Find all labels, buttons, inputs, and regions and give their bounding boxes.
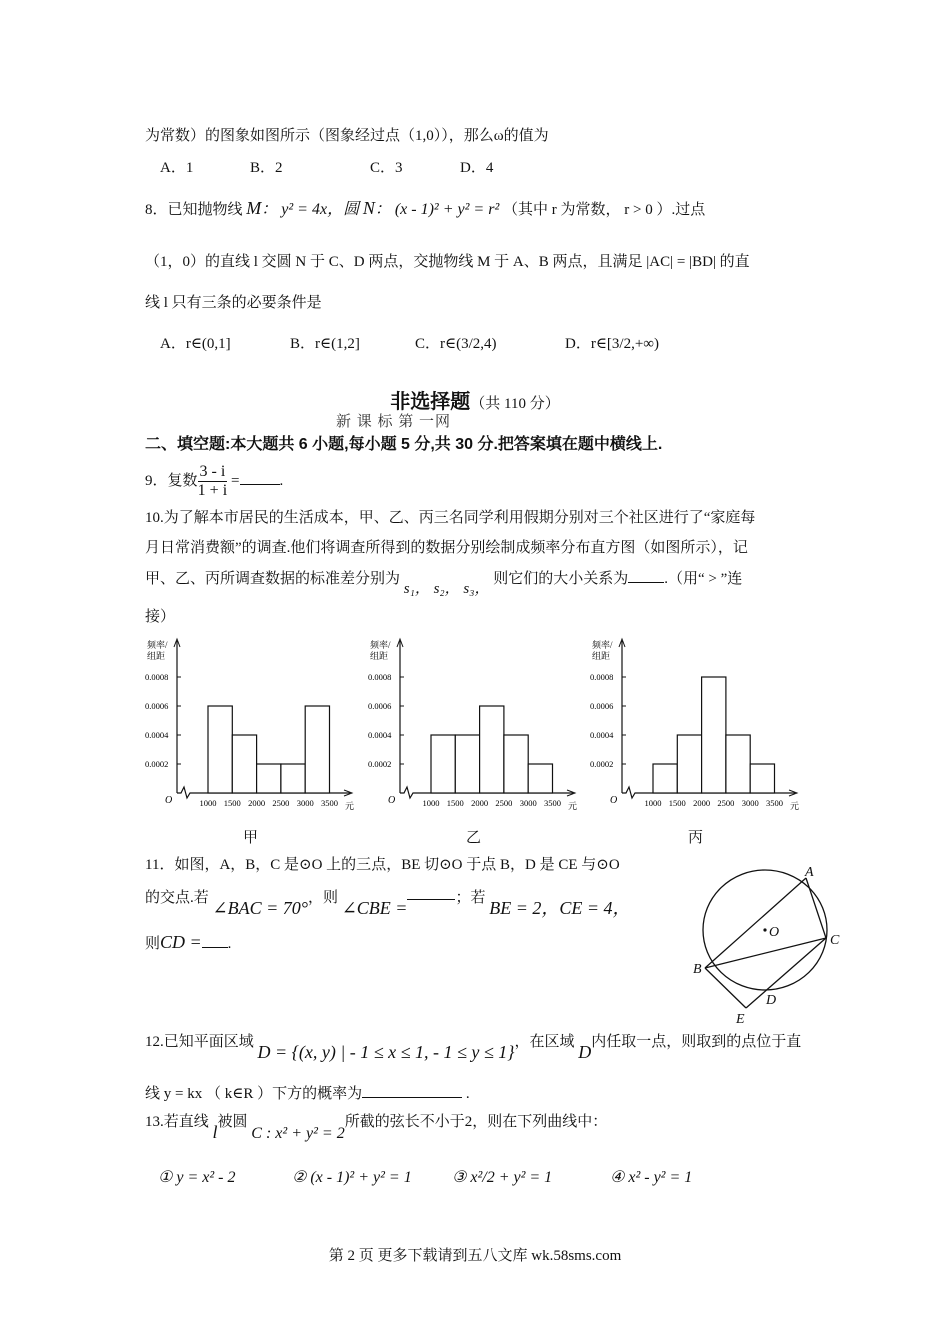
label-a: A — [805, 865, 814, 880]
q10-s1: s₁， — [403, 581, 430, 597]
q13-line1 — [145, 1110, 608, 1142]
x-tick-label: 3500 — [766, 798, 783, 808]
q11-line1: 11．如图，A，B，C 是⊙O 上的三点，BE 切⊙O 于点 B，D 是 CE 与⊙O — [145, 857, 620, 873]
q8-line1 — [145, 198, 705, 220]
q10-mid: 则它们的大小关系为 — [493, 571, 629, 587]
y-tick-label: 0.0004 — [590, 730, 614, 740]
q12-region-d: D — [578, 1042, 592, 1062]
x-tick-label: 1000 — [422, 798, 440, 808]
x-axis-unit: 元 — [345, 801, 355, 811]
histogram-bar — [480, 706, 504, 793]
q12-mid: ，在区域 — [514, 1034, 575, 1050]
x-tick-label: 2500 — [272, 798, 290, 808]
segment-bc — [705, 938, 826, 968]
y-tick-label: 0.0006 — [145, 701, 169, 711]
q9-end: . — [279, 473, 284, 489]
segment-be — [705, 968, 746, 1008]
q9-prefix: 9．复数 — [145, 473, 198, 489]
q8-circle-eq: ： (x - 1)² + y² = r² — [374, 201, 500, 218]
q11-end: . — [227, 936, 232, 952]
origin-label: O — [165, 795, 173, 806]
q8-parabola-eq: ： y² = 4x，圆 — [261, 201, 360, 218]
q11-then: ，则 — [307, 890, 338, 906]
histogram-bar — [232, 735, 256, 793]
q10-line1: 10.为了解本市居民的生活成本，甲、乙、丙三名同学利用假期分别对三个社区进行了“家庭每 — [145, 510, 756, 526]
histogram-bar — [208, 706, 232, 793]
histogram-yi-y-label: 频率/组距 — [370, 640, 391, 661]
q8-option-d: D．r∈[3/2,+∞) — [565, 336, 659, 352]
section-heading: 二、填空题:本大题共 6 小题,每小题 5 分,共 30 分.把答案填在题中横线上. — [145, 436, 663, 453]
y-tick-label: 0.0002 — [368, 759, 392, 769]
q11-if: ；若 — [455, 890, 486, 906]
x-tick-label: 3000 — [519, 798, 537, 808]
q9-numerator: 3 - i — [199, 463, 226, 481]
q13-prefix: 13.若直线 — [145, 1114, 209, 1130]
y-tick-label: 0.0004 — [368, 730, 392, 740]
q9 — [145, 462, 283, 500]
y-tick-label: 0.0002 — [145, 759, 169, 769]
q13-option-2: ② (x - 1)² + y² = 1 — [292, 1169, 412, 1186]
origin-label: O — [388, 795, 396, 806]
x-tick-label: 2500 — [717, 798, 735, 808]
q13-mid: 被圆 — [217, 1114, 248, 1130]
q7-option-c: C．3 — [370, 160, 403, 176]
q9-answer-blank[interactable] — [240, 470, 280, 485]
x-tick-label: 2500 — [495, 798, 513, 808]
y-tick-label: 0.0004 — [145, 730, 169, 740]
x-tick-label: 2000 — [471, 798, 489, 808]
x-tick-label: 1500 — [668, 798, 686, 808]
q10-suffix: .（用“ > ”连 — [664, 571, 743, 587]
histogram-bar — [281, 764, 305, 793]
y-tick-label: 0.0006 — [590, 701, 614, 711]
q11-then2: 则 — [145, 936, 161, 952]
q13-line-l: l — [212, 1122, 218, 1142]
histogram-bar — [750, 764, 774, 793]
histogram-bar — [653, 764, 677, 793]
x-tick-label: 3500 — [544, 798, 561, 808]
histogram-jia-y-label: 频率/组距 — [147, 640, 168, 661]
q12-line2-text: 线 y = kx （ k∈R ）下方的概率为 — [145, 1086, 363, 1102]
q11-angle-blank[interactable] — [407, 885, 455, 900]
q12-answer-blank[interactable] — [362, 1083, 462, 1098]
histogram-bing-caption: 丙 — [688, 830, 704, 846]
x-tick-label: 1500 — [446, 798, 464, 808]
q12-end: . — [465, 1086, 470, 1102]
x-axis-unit: 元 — [790, 801, 800, 811]
label-o: O — [769, 925, 780, 940]
q10-s2: s₂， — [433, 581, 460, 597]
label-b: B — [693, 962, 702, 977]
q12-prefix: 12.已知平面区域 — [145, 1034, 254, 1050]
histogram-bar — [455, 735, 479, 793]
y-tick-label: 0.0008 — [145, 672, 169, 682]
q8-parabola-name: M — [246, 198, 262, 218]
q8-prefix: 8．已知抛物线 — [145, 202, 243, 218]
q11-circle-figure — [690, 858, 860, 1028]
label-d: D — [766, 993, 777, 1008]
q12-line1 — [145, 1030, 802, 1062]
q8-line3: 线 l 只有三条的必要条件是 — [145, 295, 322, 311]
q13-option-3: ③ x²/2 + y² = 1 — [452, 1169, 553, 1186]
x-tick-label: 1000 — [199, 798, 217, 808]
q11-angle: ∠BAC = 70° — [212, 898, 308, 918]
histogram-bing-y-label: 频率/组距 — [592, 640, 613, 661]
q8-option-b: B．r∈(1,2] — [290, 336, 360, 352]
y-tick-label: 0.0002 — [590, 759, 614, 769]
q11-ce: ，CE = 4， — [541, 898, 631, 918]
segment-ab — [705, 878, 806, 968]
page-footer: 第 2 页 更多下载请到五八文库 wk.58sms.com — [328, 1248, 622, 1264]
q11-line2 — [145, 886, 631, 918]
histogram-yi-caption: 乙 — [466, 830, 482, 846]
q8-line2: （1，0）的直线 l 交圆 N 于 C、D 两点，交抛物线 M 于 A、B 两点，且满足 |AC| = |BD| 的直 — [145, 254, 750, 270]
q9-equals: = — [231, 473, 240, 489]
y-tick-label: 0.0006 — [368, 701, 392, 711]
histogram-bar — [305, 706, 329, 793]
histogram-bar — [677, 735, 701, 793]
x-axis-unit: 元 — [568, 801, 578, 811]
q11-prefix: 的交点.若 — [145, 890, 209, 906]
histogram-yi — [368, 635, 588, 815]
q8-circle-name: N — [362, 198, 375, 218]
q13-circle-eq: C : x² + y² = 2 — [251, 1125, 345, 1142]
histogram-bing — [590, 635, 810, 815]
q12-suffix: 内任取一点，则取到的点位于直 — [591, 1034, 802, 1050]
x-tick-label: 3000 — [741, 798, 759, 808]
q10-line2: 月日常消费额”的调查.他们将调查所得到的数据分别绘制成频率分布直方图（如图所示），记 — [145, 540, 748, 556]
section-title — [0, 392, 950, 414]
histogram-bar — [504, 735, 528, 793]
histogram-bar — [726, 735, 750, 793]
q13-option-1: ① y = x² - 2 — [158, 1169, 236, 1186]
q7-option-a: A．1 — [160, 160, 194, 176]
q13-option-4: ④ x² - y² = 1 — [610, 1169, 693, 1186]
q8-suffix: （其中 r 为常数， r > 0 ）.过点 — [503, 202, 706, 218]
histogram-bar — [528, 764, 552, 793]
x-tick-label: 1000 — [644, 798, 662, 808]
histogram-bar — [702, 677, 726, 793]
q11-be: BE = 2 — [489, 898, 542, 918]
q8-option-c: C．r∈(3/2,4) — [415, 336, 497, 352]
q10-s3: s₃， — [463, 581, 490, 597]
histogram-jia — [145, 635, 365, 815]
y-tick-label: 0.0008 — [590, 672, 614, 682]
q7-stem-continuation: 为常数）的图象如图所示（图象经过点（1,0）），那么ω的值为 — [145, 128, 549, 144]
q9-fraction — [198, 463, 228, 500]
watermark: 新 课 标 第 一网 — [336, 414, 452, 430]
q11-cd-blank[interactable] — [202, 933, 228, 948]
section-title-text: 非选择题 — [390, 391, 471, 413]
q7-option-b: B．2 — [250, 160, 283, 176]
q10-line3 — [145, 568, 743, 597]
q11-ask: ∠CBE = — [341, 898, 408, 918]
origin-label: O — [610, 795, 618, 806]
q12-region-set: D = {(x, y) | - 1 ≤ x ≤ 1, - 1 ≤ y ≤ 1} — [257, 1042, 515, 1062]
q11-cd: CD = — [160, 932, 202, 952]
histogram-bar — [431, 735, 455, 793]
x-tick-label: 3000 — [296, 798, 314, 808]
histogram-jia-caption: 甲 — [243, 830, 259, 846]
q10-line4: 接） — [145, 609, 176, 625]
q12-line2 — [145, 1083, 470, 1104]
q10-prefix: 甲、乙、丙所调查数据的标准差分别为 — [145, 571, 401, 587]
center-point — [763, 928, 766, 931]
q10-answer-blank[interactable] — [628, 568, 664, 583]
q7-option-d: D．4 — [460, 160, 494, 176]
label-c: C — [830, 933, 840, 948]
x-tick-label: 2000 — [248, 798, 266, 808]
x-tick-label: 3500 — [321, 798, 338, 808]
y-tick-label: 0.0008 — [368, 672, 392, 682]
q9-denominator: 1 + i — [197, 482, 228, 500]
histogram-bar — [257, 764, 281, 793]
section-title-note: （共 110 分） — [470, 396, 560, 412]
q11-line3 — [145, 932, 231, 954]
label-e: E — [736, 1012, 745, 1027]
x-tick-label: 1500 — [223, 798, 241, 808]
q8-option-a: A．r∈(0,1] — [160, 336, 231, 352]
x-tick-label: 2000 — [693, 798, 711, 808]
q13-suffix: 所截的弦长不小于2，则在下列曲线中： — [344, 1114, 608, 1130]
